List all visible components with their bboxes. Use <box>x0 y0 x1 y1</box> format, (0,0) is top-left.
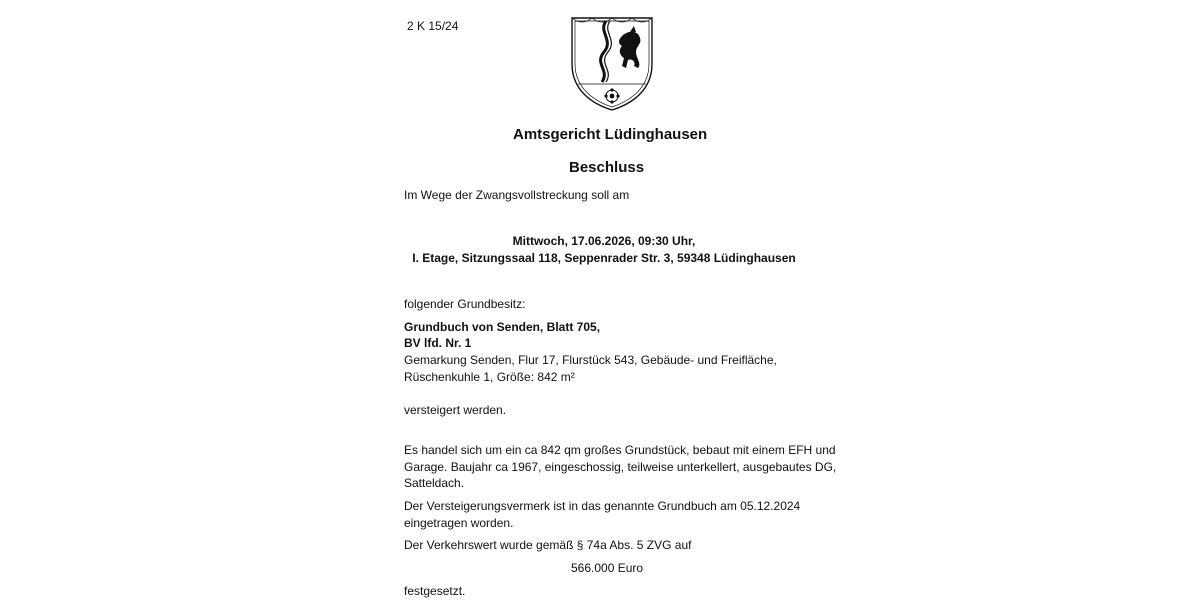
appointment-location: I. Etage, Sitzungssaal 118, Seppenrader Str. 3, 59348 Lüdinghausen <box>412 251 796 265</box>
gemarkung-text: Gemarkung Senden, Flur 17, Flurstück 543, Gebäude- und Freifläche, <box>404 353 777 367</box>
property-address: Rüschenkuhle 1, Größe: 842 m² <box>404 370 575 384</box>
description-line-3: Satteldach. <box>404 476 465 490</box>
vermerk-line-1: Der Versteigerungsvermerk ist in das genannte Grundbuch am 05.12.2024 <box>404 499 801 513</box>
grundbuch-reference: Grundbuch von Senden, Blatt 705, <box>404 320 601 334</box>
versteigert-text: versteigert werden. <box>404 403 507 417</box>
description-line-2: Garage. Baujahr ca 1967, eingeschossig, teilweise unterkellert, ausgebautes DG, <box>404 460 837 474</box>
bv-number: BV lfd. Nr. 1 <box>404 336 472 350</box>
property-intro: folgender Grundbesitz: <box>404 297 526 311</box>
document-type: Beschluss <box>569 159 645 176</box>
appointment-datetime: Mittwoch, 17.06.2026, 09:30 Uhr, <box>512 234 696 248</box>
festgesetzt-text: festgesetzt. <box>404 584 466 598</box>
vermerk-line-2: eingetragen worden. <box>404 516 514 530</box>
verkehrswert-intro: Der Verkehrswert wurde gemäß § 74a Abs. 5 ZVG auf <box>404 538 692 552</box>
case-number: 2 K 15/24 <box>407 19 459 33</box>
description-line-1: Es handel sich um ein ca 842 qm großes Grundstück, bebaut mit einem EFH und <box>404 443 836 457</box>
verkehrswert-amount: 566.000 Euro <box>571 561 644 575</box>
coat-of-arms-logo <box>566 12 658 112</box>
court-name: Amtsgericht Lüdinghausen <box>513 126 708 143</box>
intro-text: Im Wege der Zwangsvollstreckung soll am <box>404 188 630 202</box>
